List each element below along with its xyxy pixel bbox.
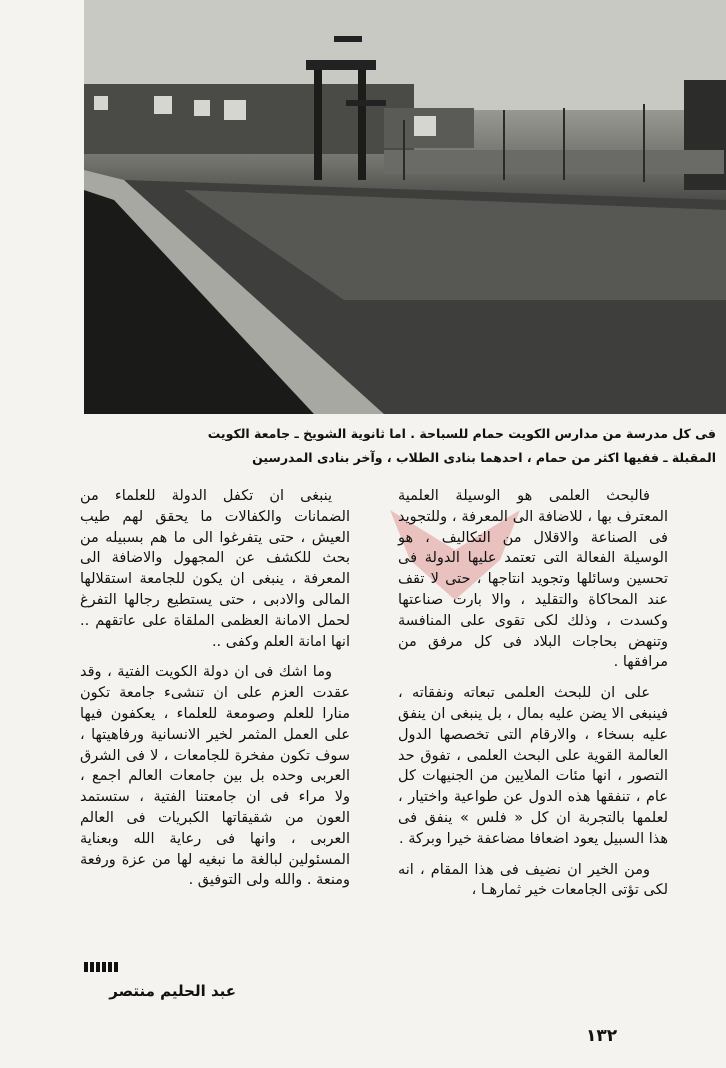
paragraph: ينبغى ان تكفل الدولة للعلماء من الضمانات والكفالات ما يحقق لهم طيب العيش ، حتى يتفرغوا الى ما هم بسبيله من بحث للكشف عن المجهول والاضافة الى المعرفة ، ينبغى ان يكون للجامعة استقلالها المالى والادبى ، حتى يستطيع رجالها التفرغ لحمل الامانة العظمى الملقاة على عاتقهم .. انها امانة العلم وكفى ..	[80, 488, 350, 650]
paragraph: فالبحث العلمى هو الوسيلة العلمية المعترف بها ، للاضافة الى المعرفة ، وللتجويد فى الصناعة والاقلال من التكاليف ، هو الوسيلة الفعالة التى تعتمد عليها الدولة فى تحسين وسائلها وتجويد انتاجها ، حتى لا تقف عند المحاكاة والتقليد ، والا بارت صناعتها وكسدت ، وذلك لكى تقوى على المنافسة وتنهض بحاجات البلاد فى كل مرفق من مرافقها .	[398, 488, 668, 671]
author-signature: عبد الحليم منتصر	[109, 982, 236, 1000]
photo-caption	[120, 422, 716, 470]
article-column-right	[398, 486, 668, 911]
swimming-pool-photo	[84, 0, 726, 414]
paragraph: وما اشك فى ان دولة الكويت الفتية ، وقد عقدت العزم على ان تنشىء جامعة تكون منارا للعلم وصومعة للعلماء ، يعكفون فيها على العمل المثمر لخير الانسانية ورفاهيتها ، سوف تكون مفخرة للجامعات ، لا فى الشرق العربى وحده بل بين جامعات العالم اجمع ، ولا مراء فى ان جامعتنا الفتية ، ستستمد العون من شقيقاتها الكبريات فى العالم العربى ، وانها فى رعاية الله وبعناية المسئولين لبالغة ما نبغيه لها من عزة ورفعة ومنعة . والله ولى التوفيق .	[80, 664, 350, 889]
caption-line-2: المقبلة ـ ففيها اكثر من حمام ، احدهما بنادى الطلاب ، وآخر بنادى المدرسين	[252, 450, 716, 465]
paragraph: ومن الخير ان نضيف فى هذا المقام ، انه لكى تؤتى الجامعات خير ثمارهـا ،	[398, 861, 668, 899]
paragraph: على ان للبحث العلمى تبعاته ونفقاته ، فينبغى الا يضن عليه بمال ، بل ينبغى ان ينفق عليه بسخاء ، والارقام التى تخصصها الدول العالمة القوية على البحث العلمى ، تفوق حد التصور ، انها مئات الملايين من الجنيهات كل عام ، تنفقها هذه الدول عن طواعية واختيار ، لعلمها بالتجربة ان كل « فلس » ينفق فى هذا السبيل يعود اضعافا مضاعفة خيرا وبركة .	[398, 685, 668, 847]
article-column-left	[80, 486, 350, 901]
pool-scene-illustration	[84, 0, 726, 414]
caption-line-1: فى كل مدرسة من مدارس الكويت حمام للسباحة . اما ثانوية الشويخ ـ جامعة الكويت	[207, 426, 716, 441]
author-mark-icon	[84, 962, 118, 972]
page-number: ١٣٢	[586, 1026, 618, 1046]
